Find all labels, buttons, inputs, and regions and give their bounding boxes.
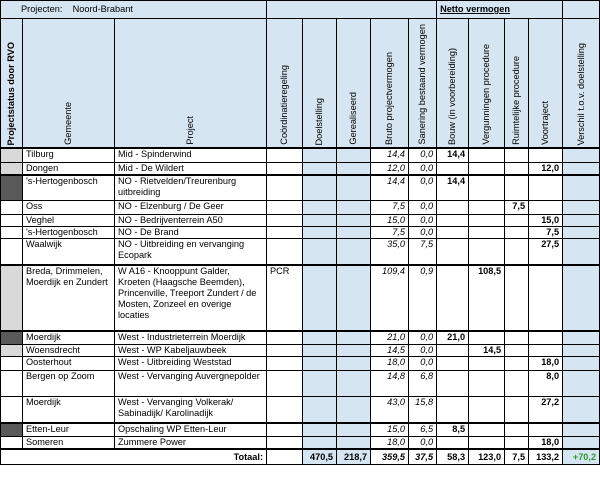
col-vergunning: Vergunningen procedure	[469, 19, 505, 149]
netto-vermogen-header: Netto vermogen	[437, 1, 563, 19]
ruimtelijk-cell	[505, 265, 529, 331]
doel-cell	[303, 423, 337, 437]
sanering-cell: 0,0	[409, 148, 437, 162]
voortraject-cell	[529, 175, 563, 201]
gemeente-cell: Moerdijk	[23, 397, 115, 423]
title-label: Projecten:	[21, 4, 63, 14]
table-row	[1, 239, 600, 265]
vergunning-cell	[469, 148, 505, 162]
status-cell	[1, 227, 23, 239]
bouw-cell	[437, 201, 469, 215]
vergunning-cell: 108,5	[469, 265, 505, 331]
title-filler-end	[563, 1, 600, 19]
gemeente-cell: 's-Hertogenbosch	[23, 227, 115, 239]
bouw-cell	[437, 215, 469, 227]
gemeente-cell: Veghel	[23, 215, 115, 227]
bouw-cell: 21,0	[437, 331, 469, 345]
gemeente-cell: 's-Hertogenbosch	[23, 175, 115, 201]
coord-cell	[267, 357, 303, 371]
bruto-cell: 7,5	[371, 227, 409, 239]
doel-cell	[303, 331, 337, 345]
table-row	[1, 201, 600, 215]
coord-cell	[267, 423, 303, 437]
status-cell	[1, 148, 23, 162]
sanering-cell: 6,8	[409, 371, 437, 397]
bouw-cell: 14,4	[437, 175, 469, 201]
total-verschil: +70,2	[563, 449, 600, 465]
doel-cell	[303, 265, 337, 331]
gemeente-cell: Woensdrecht	[23, 345, 115, 357]
status-cell	[1, 331, 23, 345]
vergunning-cell	[469, 215, 505, 227]
total-label: Totaal:	[1, 449, 267, 465]
bouw-cell	[437, 162, 469, 175]
bruto-cell: 12,0	[371, 162, 409, 175]
voortraject-cell	[529, 345, 563, 357]
gemeente-cell: Oss	[23, 201, 115, 215]
bruto-cell: 35,0	[371, 239, 409, 265]
title-filler	[267, 1, 437, 19]
ruimtelijk-cell: 7,5	[505, 201, 529, 215]
bouw-cell	[437, 239, 469, 265]
voortraject-cell: 12,0	[529, 162, 563, 175]
col-bouw: Bouw (in voorbereiding)	[437, 19, 469, 149]
status-cell	[1, 215, 23, 227]
ruimtelijk-cell	[505, 371, 529, 397]
project-cell: West - Vervanging Volkerak/ Sabinadijk/ Karolinadijk	[115, 397, 267, 423]
doel-cell	[303, 345, 337, 357]
voortraject-cell: 15,0	[529, 215, 563, 227]
total-doel: 470,5	[303, 449, 337, 465]
coord-cell	[267, 162, 303, 175]
total-gereal: 218,7	[337, 449, 371, 465]
vergunning-cell: 14,5	[469, 345, 505, 357]
table-row	[1, 265, 600, 331]
bouw-cell	[437, 371, 469, 397]
gereal-cell	[337, 201, 371, 215]
gereal-cell	[337, 239, 371, 265]
col-project: Project	[115, 19, 267, 149]
project-cell: NO - Uitbreiding en vervanging Ecopark	[115, 239, 267, 265]
coord-cell	[267, 215, 303, 227]
verschil-cell	[563, 265, 600, 331]
col-bruto: Bruto projectvermogen	[371, 19, 409, 149]
bruto-cell: 14,8	[371, 371, 409, 397]
verschil-cell	[563, 371, 600, 397]
ruimtelijk-cell	[505, 397, 529, 423]
gemeente-cell: Breda, Drimmelen, Moerdijk en Zundert	[23, 265, 115, 331]
gemeente-cell: Moerdijk	[23, 331, 115, 345]
doel-cell	[303, 371, 337, 397]
bouw-cell: 8,5	[437, 423, 469, 437]
project-cell: Mid - De Wildert	[115, 162, 267, 175]
status-cell	[1, 437, 23, 450]
sanering-cell: 0,0	[409, 201, 437, 215]
gereal-cell	[337, 397, 371, 423]
status-cell	[1, 371, 23, 397]
doel-cell	[303, 437, 337, 450]
project-cell: Mid - Spinderwind	[115, 148, 267, 162]
doel-cell	[303, 227, 337, 239]
project-cell: NO - Elzenburg / De Geer	[115, 201, 267, 215]
project-cell: NO - Rietvelden/Treurenburg uitbreiding	[115, 175, 267, 201]
status-cell	[1, 239, 23, 265]
sanering-cell: 0,0	[409, 175, 437, 201]
gemeente-cell: Tilburg	[23, 148, 115, 162]
doel-cell	[303, 162, 337, 175]
ruimtelijk-cell	[505, 345, 529, 357]
vergunning-cell	[469, 175, 505, 201]
voortraject-cell	[529, 265, 563, 331]
project-cell: Zummere Power	[115, 437, 267, 450]
ruimtelijk-cell	[505, 162, 529, 175]
status-cell	[1, 162, 23, 175]
ruimtelijk-cell	[505, 357, 529, 371]
gereal-cell	[337, 215, 371, 227]
sanering-cell: 0,0	[409, 227, 437, 239]
ruimtelijk-cell	[505, 175, 529, 201]
sanering-cell: 0,0	[409, 162, 437, 175]
col-gereal: Gerealiseerd	[337, 19, 371, 149]
col-doel: Doelstelling	[303, 19, 337, 149]
verschil-cell	[563, 227, 600, 239]
gereal-cell	[337, 423, 371, 437]
sanering-cell: 0,0	[409, 215, 437, 227]
col-gemeente: Gemeente	[23, 19, 115, 149]
coord-cell	[267, 397, 303, 423]
bruto-cell: 14,4	[371, 175, 409, 201]
doel-cell	[303, 239, 337, 265]
ruimtelijk-cell	[505, 331, 529, 345]
col-verschil: Verschil t.o.v. doelstelling	[563, 19, 600, 149]
gemeente-cell: Etten-Leur	[23, 423, 115, 437]
total-bruto: 359,5	[371, 449, 409, 465]
voortraject-cell: 27,2	[529, 397, 563, 423]
sanering-cell: 0,0	[409, 357, 437, 371]
sanering-cell: 6,5	[409, 423, 437, 437]
gemeente-cell: Oosterhout	[23, 357, 115, 371]
total-row	[1, 449, 600, 465]
verschil-cell	[563, 175, 600, 201]
bruto-cell: 43,0	[371, 397, 409, 423]
bruto-cell: 15,0	[371, 215, 409, 227]
vergunning-cell	[469, 239, 505, 265]
table-row	[1, 331, 600, 345]
total-coord	[267, 449, 303, 465]
voortraject-cell	[529, 201, 563, 215]
status-cell	[1, 345, 23, 357]
title-row	[1, 1, 600, 19]
ruimtelijk-cell	[505, 423, 529, 437]
project-cell: West - WP Kabeljauwbeek	[115, 345, 267, 357]
bruto-cell: 18,0	[371, 357, 409, 371]
vergunning-cell	[469, 437, 505, 450]
coord-cell	[267, 227, 303, 239]
title-cell	[1, 1, 267, 19]
gemeente-cell: Bergen op Zoom	[23, 371, 115, 397]
bouw-cell	[437, 345, 469, 357]
vergunning-cell	[469, 357, 505, 371]
doel-cell	[303, 215, 337, 227]
verschil-cell	[563, 437, 600, 450]
total-vergunning: 123,0	[469, 449, 505, 465]
ruimtelijk-cell	[505, 437, 529, 450]
col-sanering: Sanering bestaand vermogen	[409, 19, 437, 149]
bruto-cell: 7,5	[371, 201, 409, 215]
col-ruimtelijk: Ruimtelijke procedure	[505, 19, 529, 149]
gereal-cell	[337, 265, 371, 331]
doel-cell	[303, 175, 337, 201]
sanering-cell: 0,0	[409, 331, 437, 345]
ruimtelijk-cell	[505, 227, 529, 239]
status-cell	[1, 175, 23, 201]
vergunning-cell	[469, 331, 505, 345]
voortraject-cell: 7,5	[529, 227, 563, 239]
status-cell	[1, 397, 23, 423]
verschil-cell	[563, 239, 600, 265]
title-value: Noord-Brabant	[72, 4, 133, 14]
voortraject-cell: 18,0	[529, 357, 563, 371]
voortraject-cell	[529, 331, 563, 345]
total-voortraject: 133,2	[529, 449, 563, 465]
voortraject-cell: 8,0	[529, 371, 563, 397]
vergunning-cell	[469, 162, 505, 175]
coord-cell	[267, 201, 303, 215]
bouw-cell	[437, 357, 469, 371]
verschil-cell	[563, 215, 600, 227]
bouw-cell	[437, 227, 469, 239]
voortraject-cell	[529, 148, 563, 162]
project-cell: West - Industrieterrein Moerdijk	[115, 331, 267, 345]
gereal-cell	[337, 331, 371, 345]
gereal-cell	[337, 371, 371, 397]
status-cell	[1, 423, 23, 437]
project-cell: W A16 - Knooppunt Galder, Kroeten (Haagsche Beemden), Princenville, Treeport Zundert / de Mosten, Zonzeel en overige locaties	[115, 265, 267, 331]
bouw-cell	[437, 397, 469, 423]
col-coord: Coördinatieregeling	[267, 19, 303, 149]
table-row	[1, 345, 600, 357]
vergunning-cell	[469, 397, 505, 423]
bruto-cell: 14,5	[371, 345, 409, 357]
bruto-cell: 15,0	[371, 423, 409, 437]
status-cell	[1, 265, 23, 331]
vergunning-cell	[469, 201, 505, 215]
col-voortraject: Voortraject	[529, 19, 563, 149]
gereal-cell	[337, 148, 371, 162]
gereal-cell	[337, 162, 371, 175]
gereal-cell	[337, 227, 371, 239]
bouw-cell: 14,4	[437, 148, 469, 162]
verschil-cell	[563, 423, 600, 437]
project-cell: Opschaling WP Etten-Leur	[115, 423, 267, 437]
coord-cell	[267, 437, 303, 450]
bruto-cell: 21,0	[371, 331, 409, 345]
gereal-cell	[337, 345, 371, 357]
doel-cell	[303, 201, 337, 215]
total-bouw: 58,3	[437, 449, 469, 465]
sanering-cell: 0,0	[409, 437, 437, 450]
bruto-cell: 14,4	[371, 148, 409, 162]
coord-cell: PCR	[267, 265, 303, 331]
verschil-cell	[563, 201, 600, 215]
coord-cell	[267, 175, 303, 201]
sanering-cell: 7,5	[409, 239, 437, 265]
vergunning-cell	[469, 423, 505, 437]
gemeente-cell: Someren	[23, 437, 115, 450]
table-row	[1, 148, 600, 162]
table-row	[1, 227, 600, 239]
col-status: Projectstatus door RVO	[1, 19, 23, 149]
table-row	[1, 437, 600, 450]
project-cell: NO - De Brand	[115, 227, 267, 239]
gemeente-cell: Dongen	[23, 162, 115, 175]
ruimtelijk-cell	[505, 239, 529, 265]
verschil-cell	[563, 162, 600, 175]
doel-cell	[303, 397, 337, 423]
table-row	[1, 215, 600, 227]
status-cell	[1, 357, 23, 371]
voortraject-cell: 27,5	[529, 239, 563, 265]
project-cell: West - Uitbreiding Weststad	[115, 357, 267, 371]
verschil-cell	[563, 331, 600, 345]
project-cell: NO - Bedrijventerrein A50	[115, 215, 267, 227]
verschil-cell	[563, 148, 600, 162]
bouw-cell	[437, 265, 469, 331]
ruimtelijk-cell	[505, 148, 529, 162]
total-ruimtelijk: 7,5	[505, 449, 529, 465]
status-cell	[1, 201, 23, 215]
sanering-cell: 0,0	[409, 345, 437, 357]
gemeente-cell: Waalwijk	[23, 239, 115, 265]
voortraject-cell	[529, 423, 563, 437]
table-row	[1, 397, 600, 423]
gereal-cell	[337, 175, 371, 201]
table-row	[1, 423, 600, 437]
gereal-cell	[337, 437, 371, 450]
coord-cell	[267, 239, 303, 265]
doel-cell	[303, 148, 337, 162]
bruto-cell: 109,4	[371, 265, 409, 331]
verschil-cell	[563, 397, 600, 423]
coord-cell	[267, 331, 303, 345]
voortraject-cell: 18,0	[529, 437, 563, 450]
table-row	[1, 175, 600, 201]
bouw-cell	[437, 437, 469, 450]
coord-cell	[267, 148, 303, 162]
vergunning-cell	[469, 227, 505, 239]
bruto-cell: 18,0	[371, 437, 409, 450]
table-row	[1, 371, 600, 397]
coord-cell	[267, 345, 303, 357]
vergunning-cell	[469, 371, 505, 397]
column-header-row	[1, 19, 600, 149]
gereal-cell	[337, 357, 371, 371]
sanering-cell: 15,8	[409, 397, 437, 423]
sanering-cell: 0,9	[409, 265, 437, 331]
ruimtelijk-cell	[505, 215, 529, 227]
table-row	[1, 357, 600, 371]
project-cell: West - Vervanging Auvergnepolder	[115, 371, 267, 397]
verschil-cell	[563, 345, 600, 357]
total-sanering: 37,5	[409, 449, 437, 465]
doel-cell	[303, 357, 337, 371]
coord-cell	[267, 371, 303, 397]
table-row	[1, 162, 600, 175]
verschil-cell	[563, 357, 600, 371]
